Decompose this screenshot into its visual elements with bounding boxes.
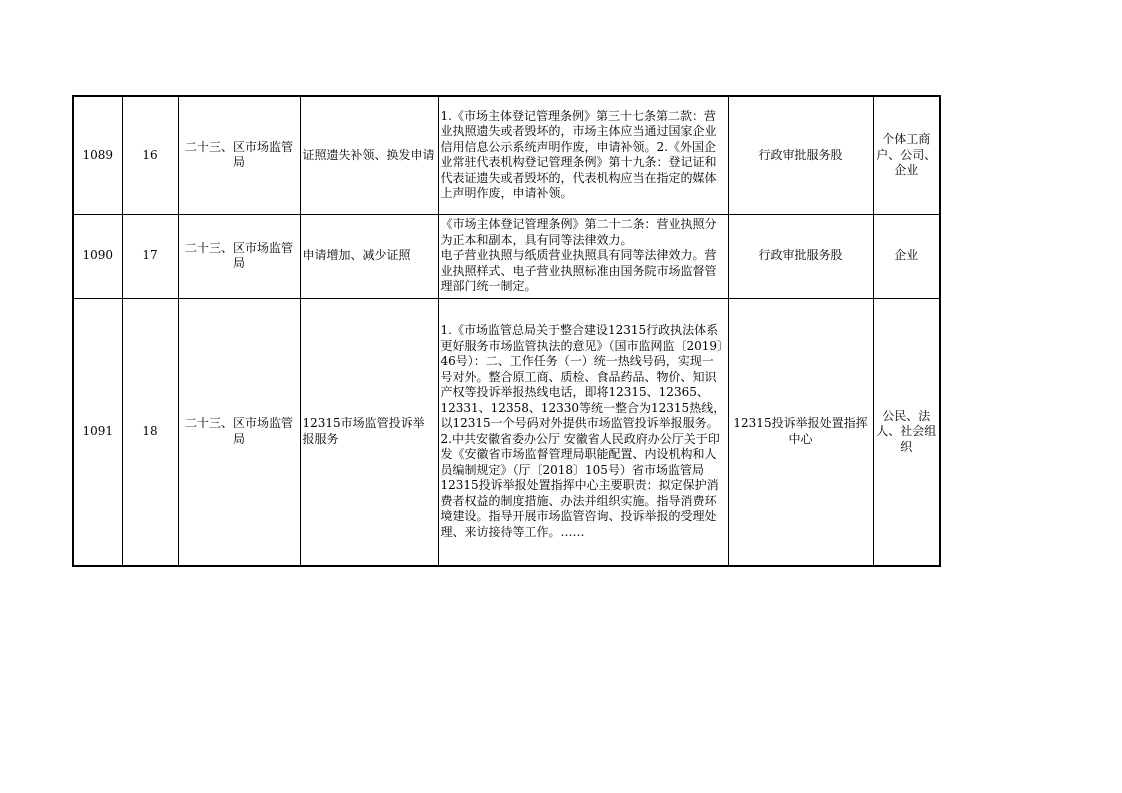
service-target-cell: 个体工商户、公司、企业 [873,96,940,214]
service-target-cell: 公民、法人、社会组织 [873,298,940,566]
legal-basis-paragraph: 电子营业执照与纸质营业执照具有同等法律效力。营业执照样式、电子营业执照标准由国务院市场监督管理部门统一制定。 [440,248,717,294]
table-row [73,298,940,566]
item-no-cell: 18 [122,298,178,566]
item-name-cell: 12315市场监管投诉举报服务 [300,298,438,566]
legal-basis-cell [438,96,728,214]
legal-basis-cell [438,214,728,298]
legal-basis-cell [438,298,728,566]
item-no-cell: 16 [122,96,178,214]
legal-basis-paragraph: 2.中共安徽省委办公厅 安徽省人民政府办公厅关于印发《安徽省市场监督管理局职能配置、内设机构和人员编制规定》（厅〔2018〕105号）省市场监管局12315投诉举报处置指挥中心主要职责：拟定保护消费者权益的制度措施、办法并组织实施。指导消费环境建设。指导开展市场监管咨询、投诉举报的受理处理、来访接待等工作。…… [440,431,720,539]
department-cell: 二十三、区市场监管局 [178,96,300,214]
legal-basis-paragraph: 《市场主体登记管理条例》第二十二条：营业执照分为正本和副本，具有同等法律效力。 [440,217,717,247]
legal-basis-paragraph: 1.《市场监管总局关于整合建设12315行政执法体系更好服务市场监管执法的意见》（国市监网监〔2019〕46号）：二、工作任务（一）统一热线号码，实现一号对外。整合原工商、质检、食品药品、物价、知识产权等投诉举报热线电话，即将12315、12365、12331、12358、12330等统一整合为12315热线，以12315一个号码对外提供市场监管投诉举报服务。 [440,323,726,431]
department-cell: 二十三、区市场监管局 [178,298,300,566]
legal-basis-paragraph: 1.《市场主体登记管理条例》第三十七条第二款：营业执照遗失或者毁坏的，市场主体应当通过国家企业信用信息公示系统声明作废，申请补领。2.《外国企业常驻代表机构登记管理条例》第十九条：登记证和代表证遗失或者毁坏的，代表机构应当在指定的媒体上声明作废，申请补领。 [440,108,717,201]
item-no-cell: 17 [122,214,178,298]
item-name-cell: 申请增加、减少证照 [300,214,438,298]
item-name-cell: 证照遗失补领、换发申请 [300,96,438,214]
seq-cell: 1091 [73,298,122,566]
table-row [73,96,940,214]
seq-cell: 1089 [73,96,122,214]
table-row [73,214,940,298]
responsible-unit-cell: 行政审批服务股 [728,96,873,214]
service-target-cell: 企业 [873,214,940,298]
responsible-unit-cell: 行政审批服务股 [728,214,873,298]
department-cell: 二十三、区市场监管局 [178,214,300,298]
matters-table [72,95,941,567]
seq-cell: 1090 [73,214,122,298]
responsible-unit-cell: 12315投诉举报处置指挥中心 [728,298,873,566]
